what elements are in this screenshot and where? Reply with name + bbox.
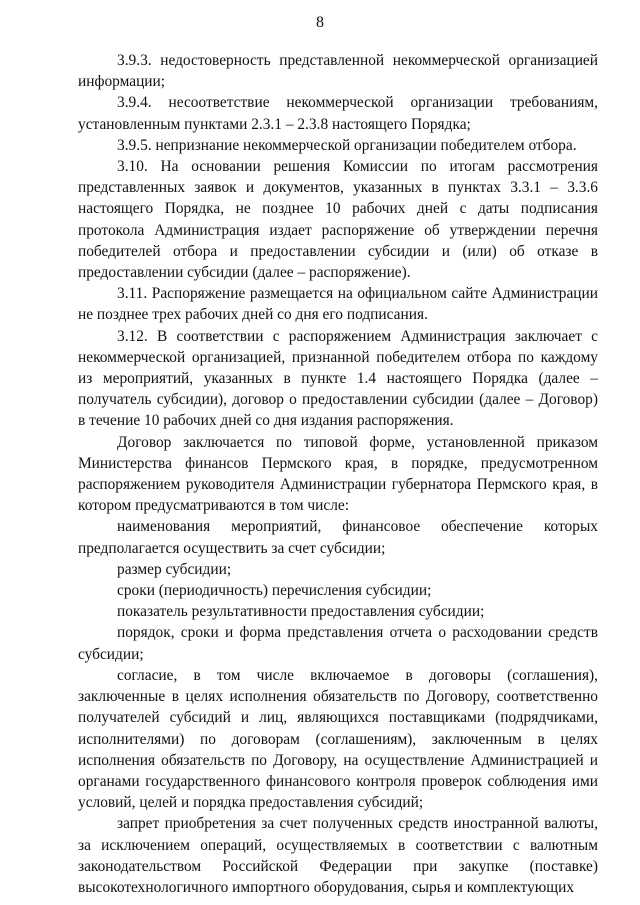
paragraph-3-9-3: 3.9.3. недостоверность представленной некоммерческой организацией информации;	[78, 52, 598, 91]
paragraph-3-9-5: 3.9.5. непризнание некоммерческой организации победителем отбора.	[117, 136, 577, 154]
list-item-transfer-terms: сроки (периодичность) перечисления субсидии;	[117, 582, 432, 600]
list-item-event-names: наименования мероприятий, финансовое обеспечение которых предполагается осуществить за счет субсидии;	[78, 518, 598, 557]
paragraph-3-12: 3.12. В соответствии с распоряжением Администрация заключает с некоммерческой организацией, признанной победителем отбора по каждому из мероприятий, указанных в пункте 1.4 настоящего Порядка (далее – получатель субсидии), договор о предоставлении субсидии (далее – Договор) в течение 10 рабочих дней со дня издания распоряжения.	[78, 327, 598, 430]
list-item-subsidy-amount: размер субсидии;	[117, 560, 232, 578]
list-item-report-procedure: порядок, сроки и форма представления отчета о расходовании средств субсидии;	[78, 624, 598, 663]
list-item-consent: согласие, в том числе включаемое в договоры (соглашения), заключенные в целях исполнения обязательств по Договору, соответственно получателей субсидий и лиц, являющихся поставщиками (подрядчиками, исполнителями) по договорам (соглашениям), заключенным в целях исполнения обязательств по Договору, на осуществление Администрацией и органами государственного финансового контроля проверок соблюдения ими условий, целей и порядка предоставления субсидий;	[78, 666, 598, 812]
list-item-performance-indicator: показатель результативности предоставления субсидии;	[117, 603, 485, 621]
paragraph-3-9-4: 3.9.4. несоответствие некоммерческой организации требованиям, установленным пунктами 2.3.1 – 2.3.8 настоящего Порядка;	[78, 94, 598, 133]
paragraph-3-11: 3.11. Распоряжение размещается на официальном сайте Администрации не позднее трех рабочих дней со дня его подписания.	[78, 285, 598, 324]
paragraph-3-10: 3.10. На основании решения Комиссии по итогам рассмотрения представленных заявок и документов, указанных в пунктах 3.3.1 – 3.3.6 настоящего Порядка, не позднее 10 рабочих дней с даты подписания протокола Администрация издает распоряжение об утверждении перечня победителей отбора и предоставлении субсидии и (или) об отказе в предоставлении субсидии (далее – распоряжение).	[78, 158, 598, 282]
document-body	[78, 50, 598, 898]
page-number: 8	[316, 14, 324, 31]
list-item-currency-ban: запрет приобретения за счет полученных средств иностранной валюты, за исключением операций, осуществляемых в соответствии с валютным законодательством Российской Федерации при закупке (поставке) высокотехнологичного импортного оборудования, сырья и комплектующих	[78, 815, 598, 896]
paragraph-contract-form: Договор заключается по типовой форме, установленной приказом Министерства финансов Пермского края, в порядке, предусмотренном распоряжением руководителя Администрации губернатора Пермского края, в котором предусматриваются в том числе:	[78, 433, 598, 515]
